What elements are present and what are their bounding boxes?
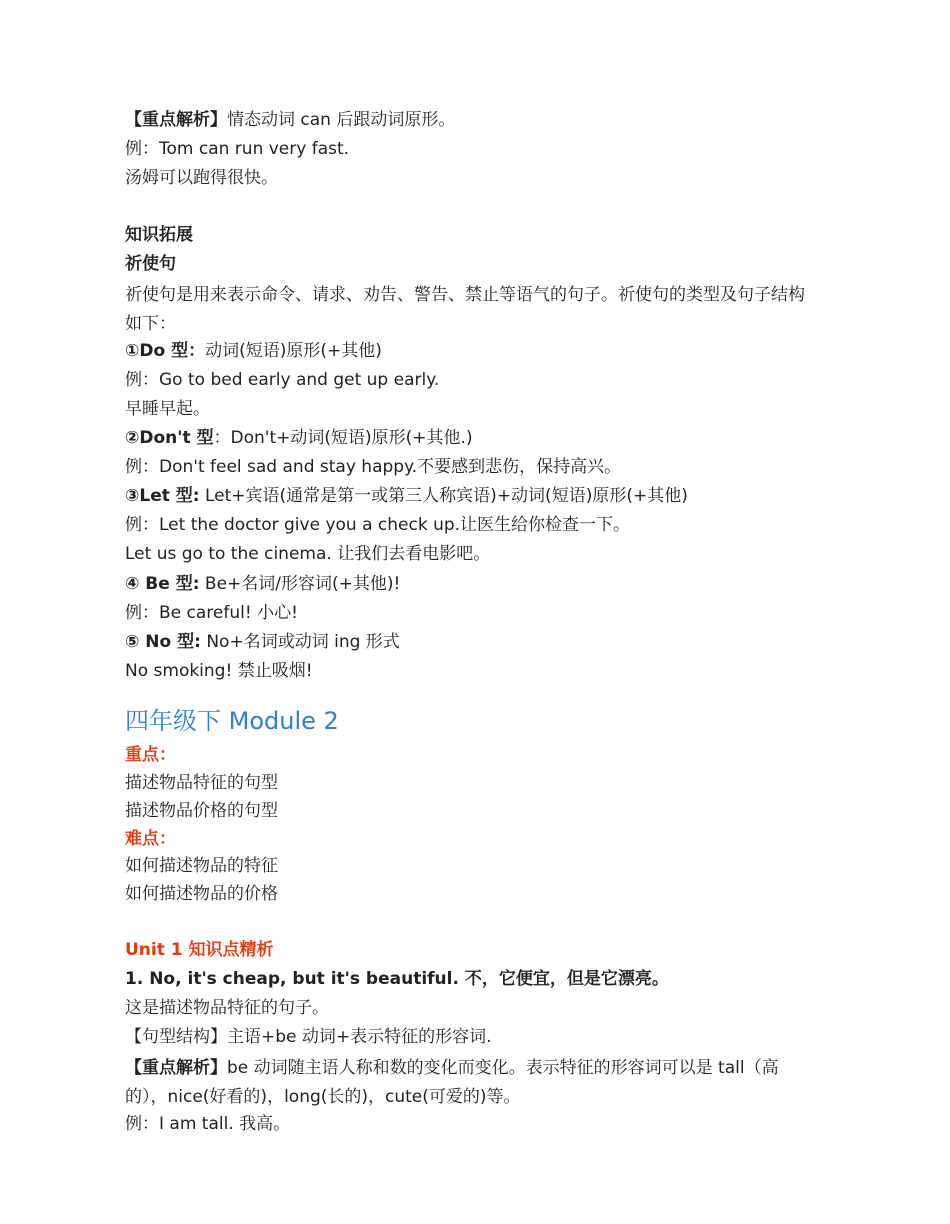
difficult-points-label: 难点： <box>125 829 176 849</box>
example-cn: 汤姆可以跑得很快。 <box>125 168 278 188</box>
do-example-en: 例：Go to bed early and get up early. <box>125 370 440 390</box>
sentence-1-description: 这是描述物品特征的句子。 <box>125 998 329 1018</box>
key-points-label: 重点： <box>125 745 176 765</box>
module-title: 四年级下 Module 2 <box>125 707 339 735</box>
let-type-line: ③Let 型: Let+宾语(通常是第一或第三人称宾语)+动词(短语)原形(+其他) <box>125 486 688 506</box>
dont-type-line: ②Don't 型：Don't+动词(短语)原形(+其他.) <box>125 428 473 448</box>
let-example-2: Let us go to the cinema. 让我们去看电影吧。 <box>125 544 491 564</box>
dont-example: 例：Don't feel sad and stay happy.不要感到悲伤，保持高兴。 <box>125 457 622 477</box>
do-type-line: ①Do 型：动词(短语)原形(+其他) <box>125 341 382 361</box>
analysis-paragraph: 【重点解析】be 动词随主语人称和数的变化而变化。表示特征的形容词可以是 tall（高的），nice(好看的)，long(长的)，cute(可爱的)等。 <box>125 1058 779 1107</box>
difficult-point-2: 如何描述物品的价格 <box>125 884 278 904</box>
structure-line: 【句型结构】主语+be 动词+表示特征的形容词. <box>125 1027 492 1047</box>
intro-paragraph: 祈使句是用来表示命令、请求、劝告、警告、禁止等语气的句子。祈使句的类型及句子结构如下： <box>125 285 805 334</box>
no-type-line: ⑤ No 型: No+名词或动词 ing 形式 <box>125 632 400 652</box>
section-heading: 知识拓展 <box>125 225 193 245</box>
be-example: 例：Be careful! 小心! <box>125 603 298 623</box>
be-type-line: ④ Be 型: Be+名词/形容词(+其他)! <box>125 574 401 594</box>
key-point-1: 描述物品特征的句型 <box>125 773 278 793</box>
do-example-cn: 早睡早起。 <box>125 399 210 419</box>
unit-example: 例：I am tall. 我高。 <box>125 1114 291 1134</box>
no-example: No smoking! 禁止吸烟! <box>125 661 313 681</box>
sentence-1: 1. No, it's cheap, but it's beautiful. 不，它便宜，但是它漂亮。 <box>125 969 669 989</box>
analysis-line: 【重点解析】情态动词 can 后跟动词原形。 <box>125 110 456 130</box>
difficult-point-1: 如何描述物品的特征 <box>125 856 278 876</box>
subsection-heading: 祈使句 <box>125 254 176 274</box>
unit-title: Unit 1 知识点精析 <box>125 940 274 960</box>
example-en: 例：Tom can run very fast. <box>125 139 350 159</box>
let-example: 例：Let the doctor give you a check up.让医生给你检查一下。 <box>125 515 631 535</box>
key-point-2: 描述物品价格的句型 <box>125 801 278 821</box>
